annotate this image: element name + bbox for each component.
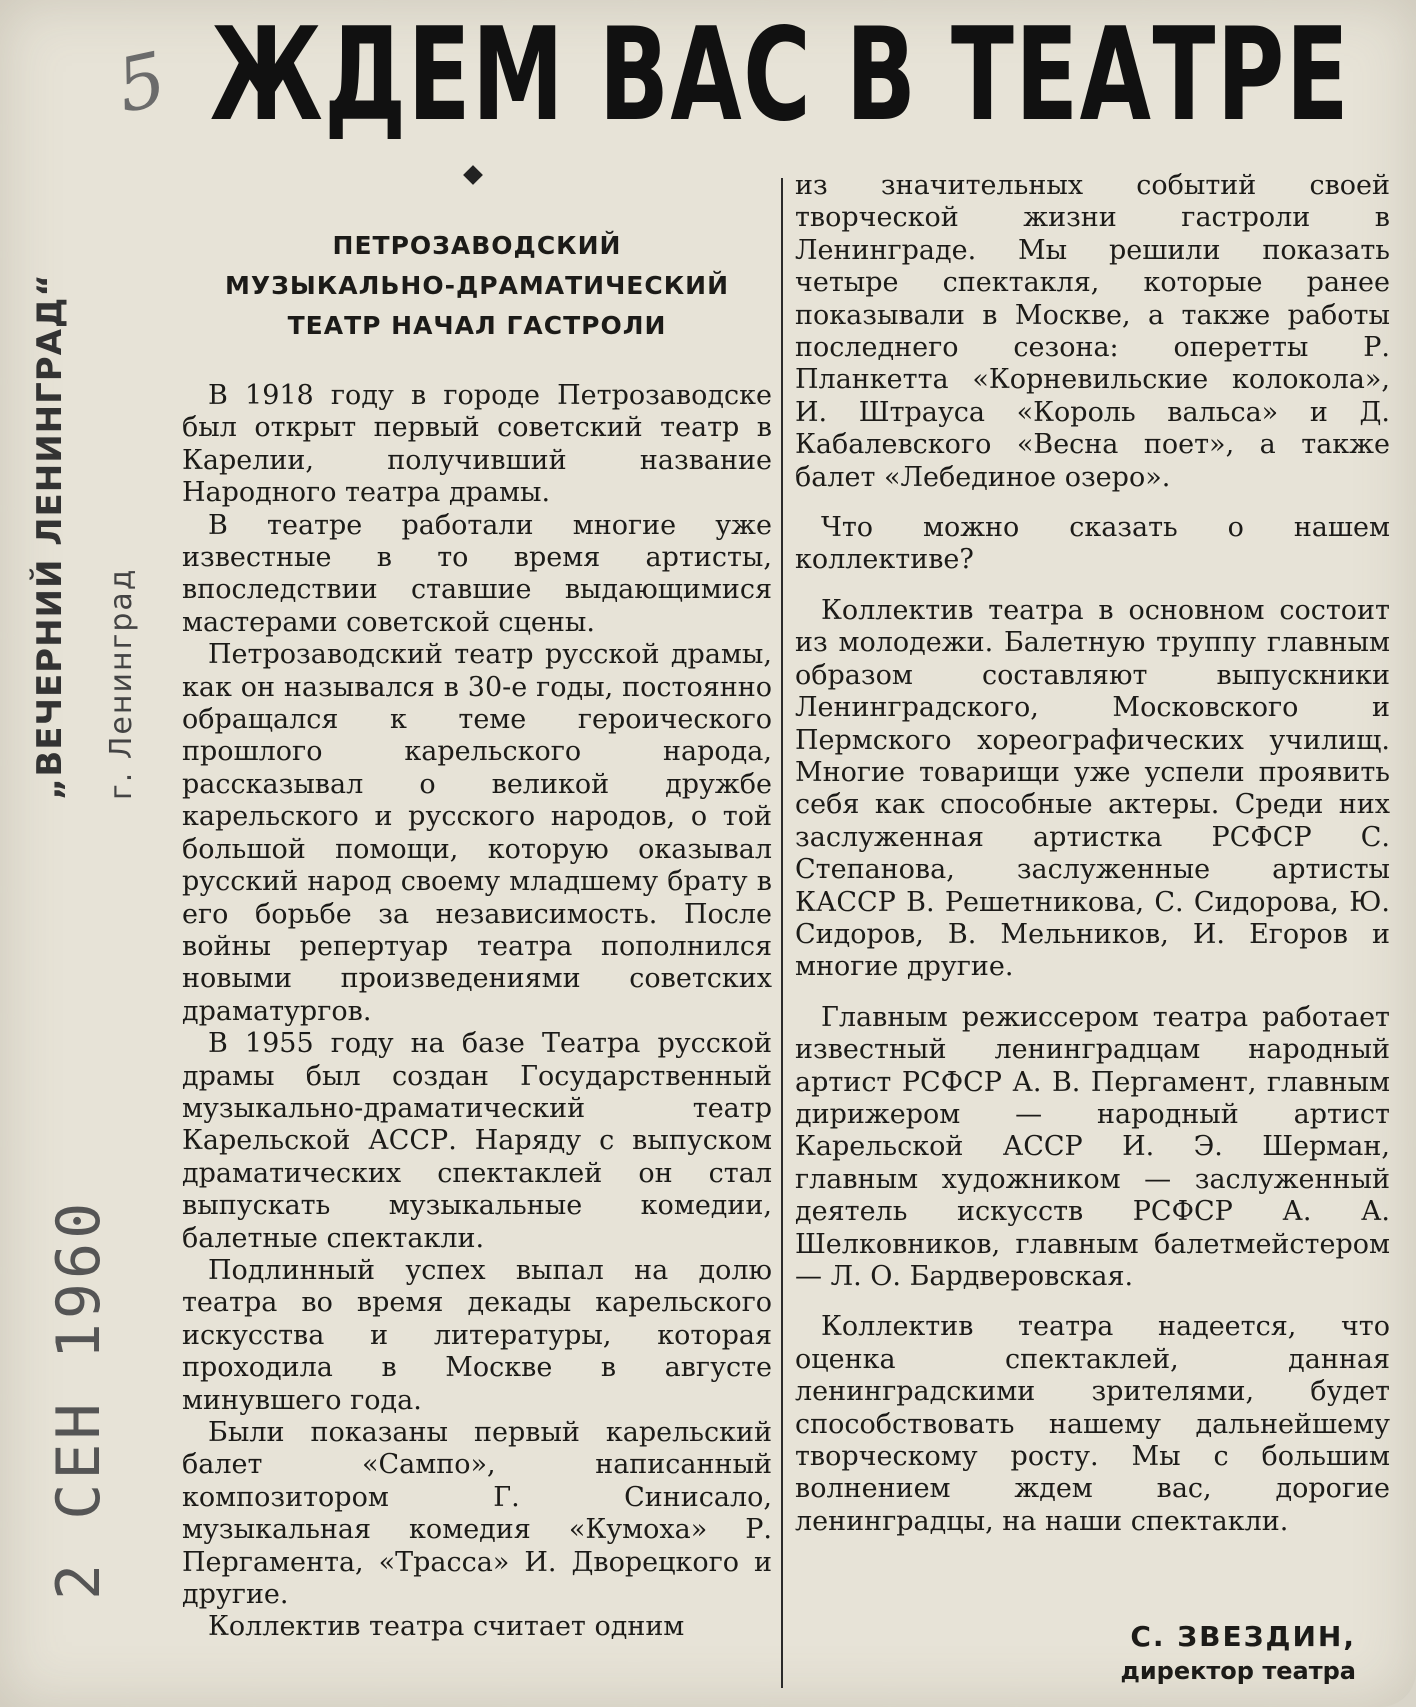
paragraph: Главным режиссером театра работает известный ленинградцам народный артист РСФСР А. В. Пергамент, главным дирижером — народный артист Карельской АССР И. Э. Шерман, главным художником — заслуженный деятель искусств РСФСР А. А. Шелковников, главным балетмейстером — Л. О. Бардверовская.	[795, 1001, 1390, 1292]
paragraph: Подлинный успех выпал на долю театра во время декады карельского искусства и литературы, которая проходила в Москве в августе минувшего года.	[182, 1254, 772, 1416]
diamond-ornament-icon	[463, 165, 483, 185]
column-divider	[781, 178, 783, 1688]
paragraph: из значительных событий своей творческой жизни гастроли в Ленинграде. Мы решили показать четыре спектакля, которые ранее показывали в Москве, а также работы последнего сезона: оперетты Р. Планкетта «Корневильские колокола», И. Штрауса «Король вальса» и Д. Кабалевского «Весна поет», а также балет «Лебединое озеро».	[795, 170, 1390, 493]
article-subheading	[182, 226, 772, 346]
author-role: директор театра	[1120, 1657, 1356, 1685]
paragraph: Были показаны первый карельский балет «Сампо», написанный композитором Г. Синисало, музыкальная комедия «Кумоха» Р. Пергамента, «Трасса» И. Дворецкого и другие.	[182, 1417, 772, 1611]
subhead-line-3: ТЕАТР НАЧАЛ ГАСТРОЛИ	[287, 311, 667, 340]
author-signature	[1120, 1620, 1356, 1685]
paragraph: В театре работали многие уже известные в то время артисты, впоследствии ставшие выдающимися мастерами советской сцены.	[182, 509, 772, 638]
paragraph: В 1955 году на базе Театра русской драмы был создан Государственный музыкально-драматический театр Карельской АССР. Наряду с выпуском драматических спектаклей он стал выпускать музыкальные комедии, балетные спектакли.	[182, 1028, 772, 1254]
paragraph: Петрозаводский театр русской драмы, как он назывался в 30-е годы, постоянно обращался к теме героического прошлого карельского народа, рассказывал о великой дружбе карельского и русского народов, о той большой помощи, которую оказывал русский народ своему младшему брату в его борьбе за независимость. После войны репертуар театра пополнился новыми произведениями советских драматургов.	[182, 639, 772, 1027]
stamp-newspaper-text: „ВЕЧЕРНИЙ ЛЕНИНГРАД“	[30, 273, 70, 800]
stamp-date	[44, 1180, 124, 1600]
author-name: С. ЗВЕЗДИН,	[1130, 1620, 1356, 1653]
paragraph: Коллектив театра надеется, что оценка спектаклей, данная ленинградскими зрителями, будет способствовать нашему дальнейшему творческому росту. Мы с большим волнением ждем вас, дорогие ленинградцы, на наши спектакли.	[795, 1311, 1390, 1537]
stamp-city	[104, 520, 154, 800]
paragraph: Что можно сказать о нашем коллективе?	[795, 512, 1390, 576]
paragraph: В 1918 году в городе Петрозаводске был открыт первый советский театр в Карелии, получивший название Народного театра драмы.	[182, 380, 772, 509]
stamp-city-text: г. Ленинград	[104, 567, 139, 800]
paragraph: Коллектив театра считает одним	[208, 1611, 685, 1643]
subhead-line-1: ПЕТРОЗАВОДСКИЙ	[332, 231, 622, 260]
headline: ЖДЕМ ВАС В ТЕАТРЕ	[209, 0, 1351, 150]
left-column	[182, 380, 772, 1644]
pencil-page-mark: 5	[109, 36, 174, 130]
right-column	[795, 170, 1390, 1538]
stamp-date-text: 2 СЕН 1960	[44, 1198, 114, 1600]
paragraph: Коллектив театра в основном состоит из молодежи. Балетную труппу главным образом составляют выпускники Ленинградского, Московского и Пермского хореографических училищ. Многие товарищи уже успели проявить себя как способные актеры. Среди них заслуженная артистка РСФСР С. Степанова, заслуженные артисты КАССР В. Решетникова, С. Сидорова, Ю. Сидоров, В. Мельников, И. Егоров и многие другие.	[795, 594, 1390, 983]
subhead-line-2: МУЗЫКАЛЬНО-ДРАМАТИЧЕСКИЙ	[224, 271, 730, 300]
